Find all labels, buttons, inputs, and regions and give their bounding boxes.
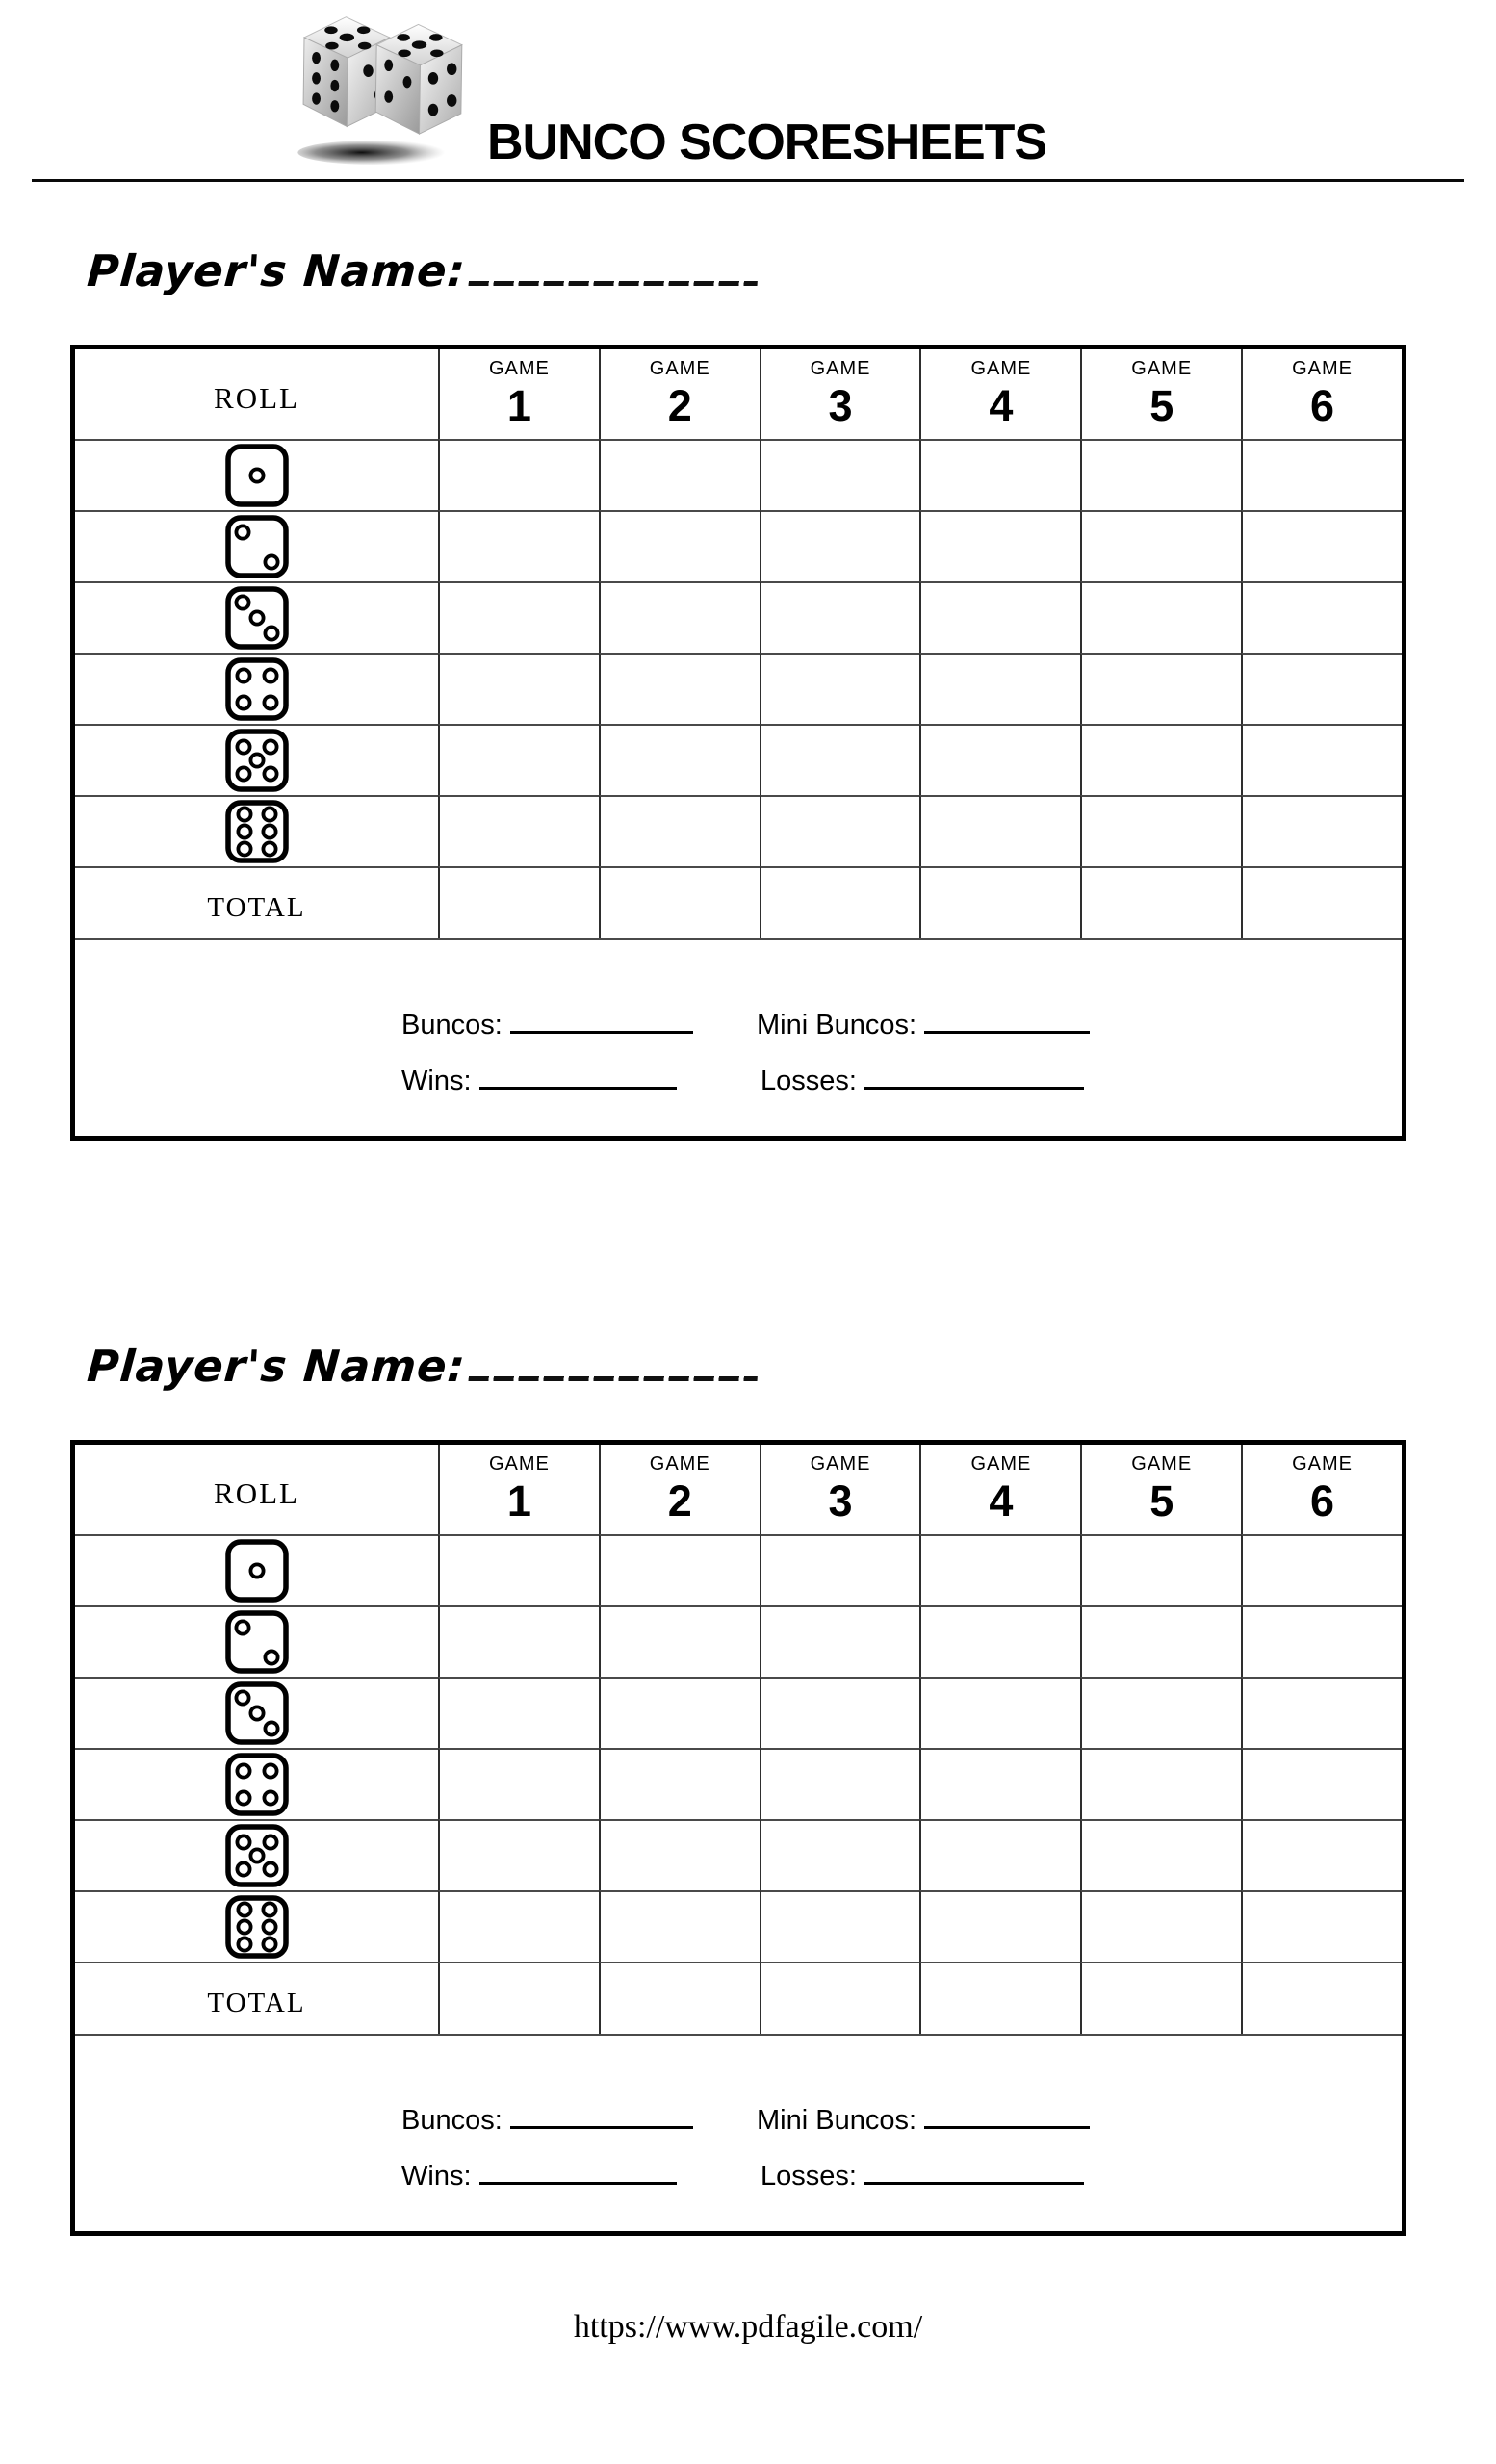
losses-stat	[761, 2153, 1084, 2193]
score-cell-game6-roll3	[1241, 581, 1402, 653]
score-cell-game4-roll6	[919, 795, 1080, 866]
score-cell-game6-roll6	[1241, 795, 1402, 866]
score-cell-game5-roll1	[1080, 439, 1241, 510]
game-word: GAME	[810, 1453, 871, 1475]
score-cell-game1-roll4	[438, 653, 599, 724]
score-cell-game4-roll2	[919, 510, 1080, 581]
buncos-label: Buncos:	[401, 1010, 503, 1040]
game-number: 3	[828, 381, 853, 430]
score-cell-game6-roll2	[1241, 510, 1402, 581]
score-cell-game1-roll6	[438, 795, 599, 866]
game-word: GAME	[1131, 358, 1193, 379]
wins-label: Wins:	[401, 2161, 472, 2192]
die-face-1-icon	[225, 444, 289, 507]
game-word: GAME	[649, 358, 710, 379]
roll-die-5-cell	[75, 724, 438, 795]
score-cell-game5-roll2	[1080, 510, 1241, 581]
roll-die-2-cell	[75, 1605, 438, 1677]
score-cell-game4-roll2	[919, 1605, 1080, 1677]
total-cell-game1	[438, 866, 599, 938]
die-face-2-icon	[225, 515, 289, 578]
score-cell-game2-roll4	[599, 1748, 760, 1819]
score-cell-game3-roll2	[760, 510, 920, 581]
roll-die-6-cell	[75, 1890, 438, 1962]
wins-stat	[401, 2153, 677, 2193]
score-cell-game2-roll1	[599, 1534, 760, 1605]
game-5-column-header	[1080, 349, 1241, 439]
score-cell-game4-roll5	[919, 724, 1080, 795]
roll-die-6-cell	[75, 795, 438, 866]
die-face-6-icon	[225, 800, 289, 863]
score-cell-game3-roll2	[760, 1605, 920, 1677]
game-3-column-header	[760, 349, 920, 439]
score-cell-game4-roll3	[919, 1677, 1080, 1748]
roll-die-3-cell	[75, 1677, 438, 1748]
game-number: 4	[989, 1476, 1014, 1526]
mini-buncos-blank	[924, 1002, 1090, 1034]
score-cell-game6-roll3	[1241, 1677, 1402, 1748]
score-cell-game1-roll2	[438, 1605, 599, 1677]
score-cell-game3-roll4	[760, 1748, 920, 1819]
score-cell-game6-roll2	[1241, 1605, 1402, 1677]
score-cell-game2-roll2	[599, 510, 760, 581]
score-cell-game5-roll2	[1080, 1605, 1241, 1677]
total-cell-game4	[919, 1962, 1080, 2034]
game-word: GAME	[970, 358, 1032, 379]
score-cell-game3-roll4	[760, 653, 920, 724]
score-cell-game5-roll3	[1080, 581, 1241, 653]
game-word: GAME	[1292, 358, 1354, 379]
wins-blank	[479, 1058, 677, 1090]
score-cell-game6-roll6	[1241, 1890, 1402, 1962]
score-cell-game2-roll3	[599, 581, 760, 653]
game-number: 6	[1310, 1476, 1335, 1526]
roll-die-3-cell	[75, 581, 438, 653]
losses-label: Losses:	[761, 2161, 857, 2192]
score-cell-game3-roll3	[760, 581, 920, 653]
buncos-label: Buncos:	[401, 2105, 503, 2136]
roll-die-1-cell	[75, 1534, 438, 1605]
score-cell-game4-roll5	[919, 1819, 1080, 1890]
game-number: 2	[667, 1476, 692, 1526]
total-cell-game3	[760, 866, 920, 938]
score-cell-game1-roll2	[438, 510, 599, 581]
roll-die-4-cell	[75, 1748, 438, 1819]
score-cell-game6-roll5	[1241, 724, 1402, 795]
score-cell-game1-roll5	[438, 724, 599, 795]
score-cell-game2-roll3	[599, 1677, 760, 1748]
score-cell-game1-roll6	[438, 1890, 599, 1962]
roll-column-header: ROLL	[214, 1476, 299, 1510]
score-cell-game5-roll4	[1080, 1748, 1241, 1819]
score-cell-game3-roll6	[760, 1890, 920, 1962]
player-name-label: Player's Name:	[85, 245, 468, 296]
game-3-column-header	[760, 1445, 920, 1534]
game-word: GAME	[488, 358, 550, 379]
buncos-stat	[401, 2097, 693, 2137]
score-cell-game5-roll6	[1080, 1890, 1241, 1962]
score-cell-game4-roll4	[919, 653, 1080, 724]
die-face-3-icon	[225, 586, 289, 650]
losses-blank	[864, 1058, 1084, 1090]
total-cell-game6	[1241, 866, 1402, 938]
total-row-label: TOTAL	[75, 1962, 438, 2034]
score-cell-game4-roll4	[919, 1748, 1080, 1819]
game-word: GAME	[488, 1453, 550, 1475]
player-name-line	[85, 245, 761, 313]
roll-die-4-cell	[75, 653, 438, 724]
mini-buncos-label: Mini Buncos:	[757, 1010, 917, 1040]
score-cell-game1-roll4	[438, 1748, 599, 1819]
score-cell-game2-roll2	[599, 1605, 760, 1677]
score-cell-game4-roll6	[919, 1890, 1080, 1962]
score-cell-game5-roll5	[1080, 724, 1241, 795]
game-number: 5	[1149, 1476, 1174, 1526]
header-divider	[32, 179, 1464, 182]
total-cell-game3	[760, 1962, 920, 2034]
score-cell-game5-roll1	[1080, 1534, 1241, 1605]
buncos-blank	[510, 2097, 693, 2129]
player-name-blank	[469, 245, 761, 286]
roll-die-5-cell	[75, 1819, 438, 1890]
footer-url-link[interactable]: https://www.pdfagile.com/	[573, 2309, 923, 2345]
mini-buncos-blank	[924, 2097, 1090, 2129]
game-word: GAME	[810, 358, 871, 379]
score-cell-game1-roll5	[438, 1819, 599, 1890]
wins-stat	[401, 1058, 677, 1097]
game-number: 4	[989, 381, 1014, 430]
score-cell-game1-roll1	[438, 439, 599, 510]
score-table	[70, 345, 1406, 1141]
buncos-blank	[510, 1002, 693, 1034]
scoresheet-1	[0, 245, 1496, 1343]
die-face-2-icon	[225, 1610, 289, 1674]
score-cell-game6-roll5	[1241, 1819, 1402, 1890]
die-face-1-icon	[225, 1539, 289, 1603]
total-cell-game2	[599, 1962, 760, 2034]
die-face-5-icon	[225, 729, 289, 792]
game-number: 2	[667, 381, 692, 430]
score-cell-game5-roll6	[1080, 795, 1241, 866]
score-cell-game5-roll3	[1080, 1677, 1241, 1748]
score-cell-game3-roll5	[760, 724, 920, 795]
score-cell-game3-roll1	[760, 439, 920, 510]
losses-stat	[761, 1058, 1084, 1097]
mini-buncos-stat	[757, 2097, 1090, 2137]
total-cell-game5	[1080, 866, 1241, 938]
total-row-label: TOTAL	[75, 866, 438, 938]
die-face-4-icon	[225, 657, 289, 721]
game-2-column-header	[599, 1445, 760, 1534]
score-cell-game3-roll1	[760, 1534, 920, 1605]
mini-buncos-stat	[757, 1002, 1090, 1041]
player-name-line	[85, 1341, 761, 1408]
die-face-6-icon	[225, 1895, 289, 1959]
losses-blank	[864, 2153, 1084, 2185]
game-1-column-header	[438, 349, 599, 439]
score-cell-game5-roll4	[1080, 653, 1241, 724]
two-dice-logo-icon	[279, 4, 483, 169]
score-cell-game3-roll3	[760, 1677, 920, 1748]
wins-blank	[479, 2153, 677, 2185]
score-cell-game2-roll6	[599, 1890, 760, 1962]
game-6-column-header	[1241, 1445, 1402, 1534]
total-cell-game2	[599, 866, 760, 938]
die-face-3-icon	[225, 1681, 289, 1745]
score-cell-game6-roll4	[1241, 653, 1402, 724]
score-cell-game4-roll3	[919, 581, 1080, 653]
player-name-blank	[469, 1341, 761, 1381]
score-cell-game2-roll5	[599, 1819, 760, 1890]
score-cell-game6-roll1	[1241, 1534, 1402, 1605]
die-face-5-icon	[225, 1824, 289, 1887]
game-number: 1	[506, 381, 531, 430]
game-6-column-header	[1241, 349, 1402, 439]
score-cell-game3-roll6	[760, 795, 920, 866]
score-cell-game4-roll1	[919, 1534, 1080, 1605]
score-cell-game6-roll4	[1241, 1748, 1402, 1819]
game-4-column-header	[919, 1445, 1080, 1534]
roll-die-2-cell	[75, 510, 438, 581]
total-cell-game4	[919, 866, 1080, 938]
stats-area	[75, 938, 1402, 1136]
score-cell-game1-roll1	[438, 1534, 599, 1605]
die-face-4-icon	[225, 1753, 289, 1816]
score-table	[70, 1440, 1406, 2236]
game-1-column-header	[438, 1445, 599, 1534]
score-cell-game2-roll4	[599, 653, 760, 724]
total-cell-game6	[1241, 1962, 1402, 2034]
scoresheet-2	[0, 1341, 1496, 2438]
score-cell-game4-roll1	[919, 439, 1080, 510]
score-cell-game1-roll3	[438, 581, 599, 653]
roll-column-header: ROLL	[214, 380, 299, 415]
game-word: GAME	[1292, 1453, 1354, 1475]
score-cell-game2-roll5	[599, 724, 760, 795]
game-number: 3	[828, 1476, 853, 1526]
game-number: 1	[506, 1476, 531, 1526]
score-cell-game5-roll5	[1080, 1819, 1241, 1890]
game-word: GAME	[649, 1453, 710, 1475]
game-number: 6	[1310, 381, 1335, 430]
game-2-column-header	[599, 349, 760, 439]
roll-die-1-cell	[75, 439, 438, 510]
buncos-stat	[401, 1002, 693, 1041]
score-cell-game2-roll6	[599, 795, 760, 866]
game-4-column-header	[919, 349, 1080, 439]
game-word: GAME	[970, 1453, 1032, 1475]
wins-label: Wins:	[401, 1065, 472, 1096]
game-number: 5	[1149, 381, 1174, 430]
score-cell-game6-roll1	[1241, 439, 1402, 510]
game-5-column-header	[1080, 1445, 1241, 1534]
score-cell-game2-roll1	[599, 439, 760, 510]
score-cell-game1-roll3	[438, 1677, 599, 1748]
total-cell-game5	[1080, 1962, 1241, 2034]
game-word: GAME	[1131, 1453, 1193, 1475]
mini-buncos-label: Mini Buncos:	[757, 2105, 917, 2136]
page-title: BUNCO SCORESHEETS	[487, 115, 1047, 170]
stats-area	[75, 2034, 1402, 2231]
losses-label: Losses:	[761, 1065, 857, 1096]
score-cell-game3-roll5	[760, 1819, 920, 1890]
total-cell-game1	[438, 1962, 599, 2034]
player-name-label: Player's Name:	[85, 1341, 468, 1392]
